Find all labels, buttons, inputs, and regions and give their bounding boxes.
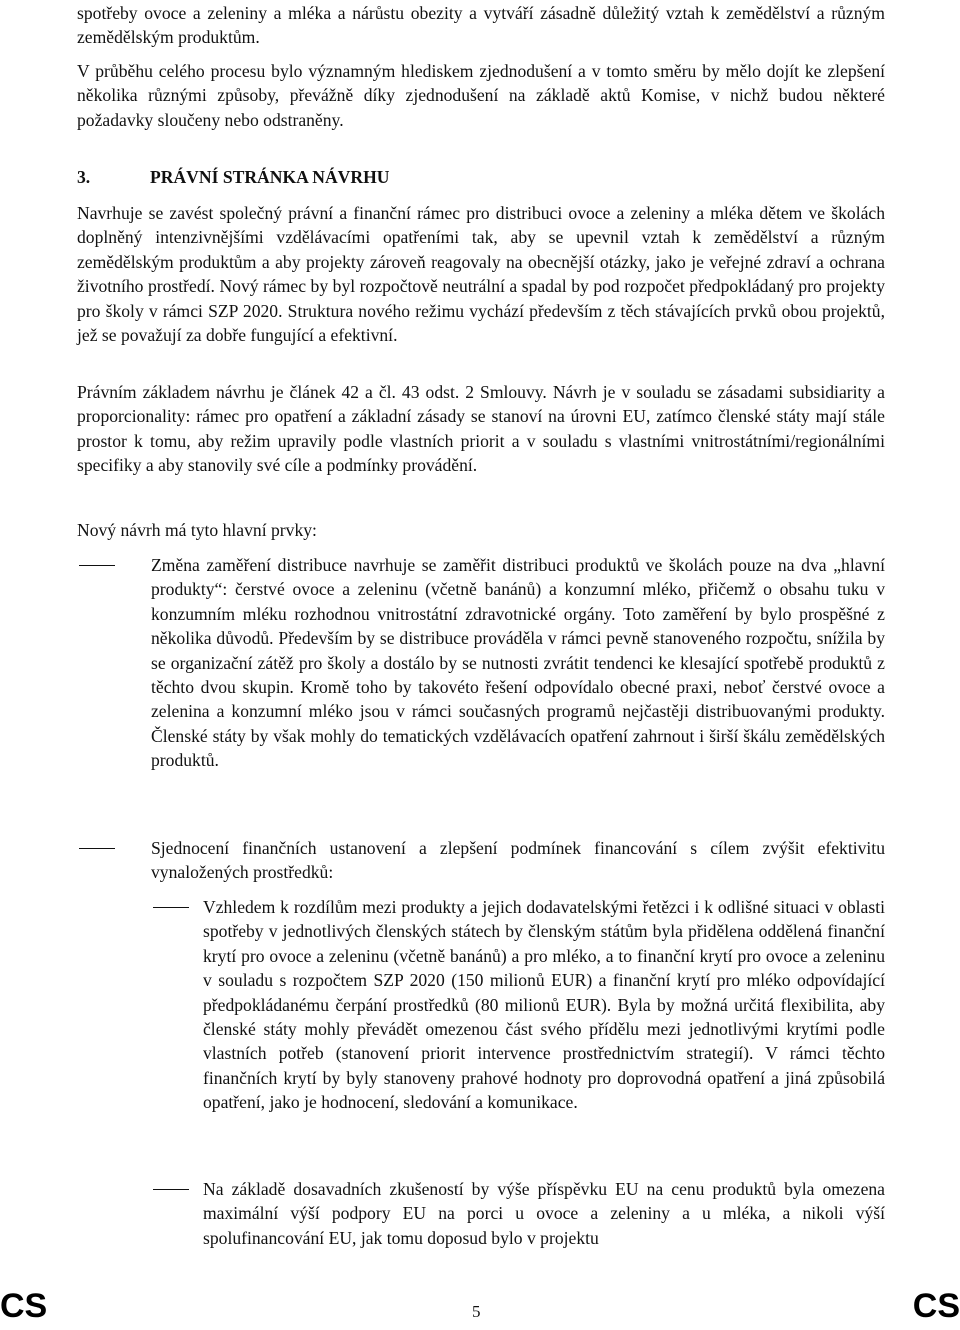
list-item-text: Změna zaměření distribuce navrhuje se zaměřit distribuci produktů ve školách pouze na dva „hlavní produkty“: čerstvé ovoce a zeleninu (včetně banánů) a konzumní mléko, přičemž o obsahu tuku v konzumním mléku rozhodnou vnitrostátní zdravotnické orgány. Toto zaměření by bylo prospěšné z několika důvodů. Především by se distribuce prováděla v rámci pevně stanoveného rozpočtu, snížila by se organizační zátěž pro školy a dostálo by se nutnosti zvrátit tendenci ke klesající spotřebě produktů z těchto dvou skupin. Kromě toho by takovéto řešení odpovídalo obecné praxi, neboť čerstvé ovoce a zelenina a konzumní mléko jsou v rámci současných programů nejčastěji distribuovanými produkty. Členské státy by však mohly do tematických vzdělávacích opatření zahrnout i širší škálu zemědělských produktů. [151, 555, 885, 771]
proposal-paragraph: Navrhuje se zavést společný právní a finanční rámec pro distribuci ovoce a zeleniny a mléka dětem ve školách doplněný intenzivnějšími vzdělávacími opatřeními tak, aby se upevnil vztah k zemědělství a různým zemědělským produktům a aby projekty zároveň reagovaly na obecnější otázky, jako je veřejné zdraví a ochrana životního prostředí. Nový rámec by byl rozpočtově neutrální a spadal by pod rozpočet předpokládaný pro projekty pro školy v rámci SZP 2020. Struktura nového režimu vychází především z těch stávajících prvků obou projektů, jež se považují za dobře fungující a efektivní. [77, 203, 885, 346]
dash-bullet [77, 836, 117, 860]
intro-paragraph: V průběhu celého procesu bylo významným hlediskem zjednodušení a v tomto směru by mělo dojít ke zlepšení několika různými způsoby, převážně díky zjednodušení na základě aktů Komise, v nichž budou některé požadavky sloučeny nebo odstraněny. [77, 61, 885, 130]
legal-basis-paragraph: Právním základem návrhu je článek 42 a čl. 43 odst. 2 Smlouvy. Návrh je v souladu se zásadami subsidiarity a proporcionality: rámec pro opatření a základní zásady se stanoví na úrovni EU, zatímco členské státy mají stále prostor k tomu, aby režim upravily podle vlastních priorit a v souladu s vlastními vnitrostátními/regionálními specifiky a aby stanovily své cíle a podmínky provádění. [77, 382, 885, 476]
section-heading [77, 165, 885, 189]
sub-list-item-text: Vzhledem k rozdílům mezi produkty a jejich dodavatelskými řetězci i k odlišné situaci v oblasti spotřeby v jednotlivých členských státech by členským státům byla přidělena oddělená finanční krytí pro ovoce a zeleninu (včetně banánů) a pro mléko, a to finanční krytí pro ovoce a zeleninu v souladu s rozpočtem SZP 2020 (150 milionů EUR) a finanční krytí pro mléko odpovídající předpokládanému čerpání prostředků (80 milionů EUR). Byla by možná určitá flexibilita, aby členské státy mohly převádět omezenou část svého přídělu mezi jednotlivými krytími podle vlastních potřeb (stanovení priorit intervence prostřednictvím strategií). V rámci těchto finančních krytí by byly stanoveny prahové hodnoty pro doprovodná opatření a jiná způsobilá opatření, jako je hodnocení, sledování a komunikace. [203, 897, 885, 1113]
section-number: 3. [77, 167, 91, 187]
footer-language-code-right: CS [912, 1287, 960, 1325]
page-number: 5 [472, 1302, 481, 1321]
sub-list-item-text: Na základě dosavadních zkušeností by výše příspěvku EU na cenu produktů byla omezena maximální výší podpory EU na porci u ovoce a zeleniny a u mléka, a nikoli výší spolufinancování EU, jak tomu doposud bylo v projektu [203, 1179, 885, 1248]
dash-bullet [151, 895, 191, 919]
list-item-text: Sjednocení finančních ustanovení a zlepšení podmínek financování s cílem zvýšit efektivitu vynaložených prostředků: [151, 838, 885, 883]
dash-bullet [77, 553, 117, 577]
footer-language-code-left: CS [0, 1287, 48, 1325]
section-title: PRÁVNÍ STRÁNKA NÁVRHU [150, 167, 390, 187]
main-elements-intro: Nový návrh má tyto hlavní prvky: [77, 520, 317, 540]
dash-bullet [151, 1177, 191, 1201]
intro-continuation-paragraph: spotřeby ovoce a zeleniny a mléka a nárůstu obezity a vytváří zásadně důležitý vztah k zemědělství a různým zemědělským produktům. [77, 3, 885, 48]
